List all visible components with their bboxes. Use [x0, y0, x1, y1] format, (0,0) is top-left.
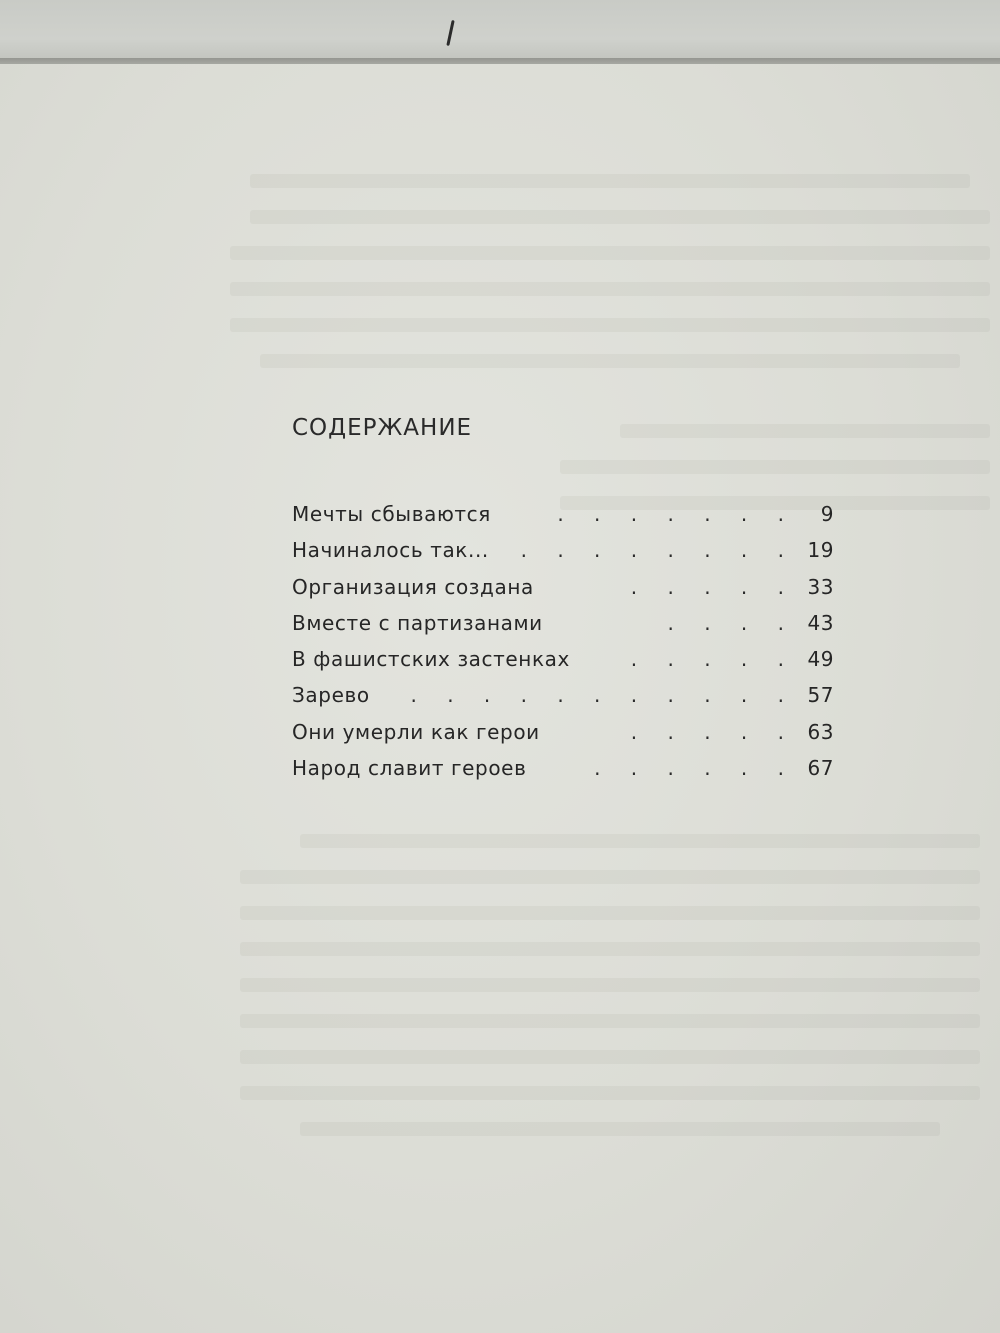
toc-entry-title: Они умерли как герои [292, 719, 540, 744]
bleed-through-line [300, 834, 980, 848]
toc-leader-dots: . . . . . [630, 574, 796, 599]
bleed-through-line [250, 174, 970, 188]
toc-entry-title: Мечты сбываются [292, 502, 491, 526]
toc-entry-title: Зарево [292, 683, 370, 708]
toc-leader-dots: . . . . . . . . . . . [410, 683, 796, 708]
bleed-through-line [260, 354, 960, 368]
toc-page-number: 67 [807, 756, 834, 781]
toc-page-number: 19 [807, 538, 834, 563]
bleed-through-line [240, 906, 980, 920]
bleed-through-line [240, 942, 980, 956]
toc-title: СОДЕРЖАНИЕ [292, 415, 473, 441]
toc-entry-title: Вместе с партизанами [292, 610, 543, 635]
toc-entry [292, 530, 840, 566]
bleed-through-line [240, 978, 980, 992]
bleed-through-line [240, 1050, 980, 1064]
toc-entry-title: В фашистских застенках [292, 647, 570, 672]
toc-page-number: 33 [807, 574, 834, 599]
toc-leader-dots: . . . . . . [594, 756, 796, 781]
toc-leader-dots: . . . . . . . . [520, 538, 796, 563]
bleed-through-line [300, 1122, 940, 1136]
toc-page-number: 9 [820, 502, 834, 526]
toc-leader-dots: . . . . . [630, 647, 796, 672]
previous-page-edge [0, 0, 1000, 66]
toc-entry [292, 748, 840, 784]
toc-entry-title: Организация создана [292, 574, 534, 599]
bleed-through-line [230, 318, 990, 332]
toc-leader-dots: . . . . . [630, 719, 796, 744]
bleed-through-line [240, 870, 980, 884]
toc-list [292, 494, 840, 784]
toc-entry-title: Народ славит героев [292, 756, 527, 781]
toc-leader-dots: . . . . [667, 610, 796, 635]
toc-entry-title: Начиналось так... [292, 538, 489, 563]
bleed-through-line [240, 1086, 980, 1100]
bleed-through-line [230, 282, 990, 296]
toc-page-number: 43 [807, 610, 834, 635]
toc-entry [292, 603, 840, 639]
toc-entry [292, 567, 840, 603]
toc-entry [292, 712, 840, 748]
toc-page-number: 63 [807, 719, 834, 744]
bleed-through-line [560, 460, 990, 474]
bleed-through-line [250, 210, 990, 224]
toc-page-number: 57 [807, 683, 834, 708]
toc-entry [292, 494, 840, 530]
toc-page-number: 49 [807, 647, 834, 672]
bleed-through-line [620, 424, 990, 438]
toc-entry [292, 675, 840, 711]
bleed-through-line [230, 246, 990, 260]
toc-entry [292, 639, 840, 675]
toc-leader-dots: . . . . . . . [557, 502, 796, 526]
bleed-through-line [240, 1014, 980, 1028]
